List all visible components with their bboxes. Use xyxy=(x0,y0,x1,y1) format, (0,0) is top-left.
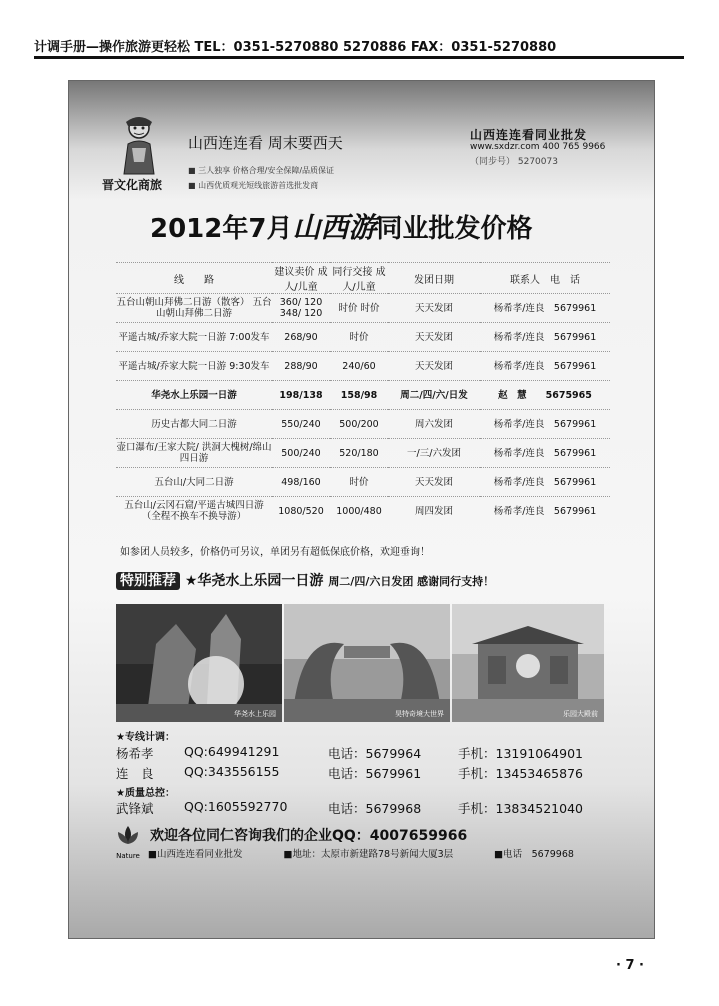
contact-name: 杨希孝 xyxy=(116,746,154,761)
contact-cell: 杨希孝/连良 5679961 xyxy=(480,294,610,323)
photo-caption: 华尧水上乐园 xyxy=(234,710,276,718)
contact-cell: 杨希孝/连良 5679961 xyxy=(480,439,610,468)
peer-price-cell: 1000/480 xyxy=(330,497,388,526)
table-row xyxy=(116,497,610,526)
price-cell: 500/240 xyxy=(272,439,330,468)
contact-cell: 杨希孝/连良 5679961 xyxy=(480,323,610,352)
date-cell: 天天发团 xyxy=(388,352,480,381)
pricing-note: 如参团人员较多，价格仍可另议，单团另有超低保底价格，欢迎垂询！ xyxy=(120,547,430,558)
route-cell: 历史古都大同二日游 xyxy=(116,410,272,439)
date-cell: 周二/四/六/日发 xyxy=(388,381,480,410)
column-header: 线 路 xyxy=(116,263,272,294)
slogan: 山西连连看 周末要西天 xyxy=(188,134,343,152)
company-phone: （同步号） 5270073 xyxy=(470,157,558,167)
route-cell: 五台山/大同二日游 xyxy=(116,468,272,497)
table-row xyxy=(116,323,610,352)
header-bullet: ■ 山西优质观光短线旅游首选批发商 xyxy=(188,181,319,190)
price-cell: 498/160 xyxy=(272,468,330,497)
table-row-highlighted xyxy=(116,381,610,410)
lotus-logo-icon xyxy=(114,822,142,862)
footer-welcome: 欢迎各位同仁咨询我们的企业QQ：4007659966 xyxy=(150,828,468,844)
date-cell: 天天发团 xyxy=(388,323,480,352)
company-website: www.sxdzr.com 400 765 9966 xyxy=(470,142,606,152)
section-title: ★专线计调： xyxy=(116,732,175,743)
peer-price-cell: 158/98 xyxy=(330,381,388,410)
footer-info xyxy=(148,846,612,860)
theme-park-photo xyxy=(284,604,450,722)
title-brand: 山西游 xyxy=(292,211,377,244)
date-cell: 周四发团 xyxy=(388,497,480,526)
temple-gate-photo xyxy=(452,604,604,722)
date-cell: 天天发团 xyxy=(388,468,480,497)
company-name: 山西连连看同业批发 xyxy=(470,128,588,142)
date-cell: 天天发团 xyxy=(388,294,480,323)
price-cell: 288/90 xyxy=(272,352,330,381)
contact-tel: 电话：5679964 xyxy=(328,746,422,761)
photo-caption: 昊特奇境大世界 xyxy=(395,710,444,718)
column-header: 联系人 电 话 xyxy=(480,263,610,294)
route-cell: 平遥古城/乔家大院一日游 9:30发车 xyxy=(116,352,272,381)
column-header: 建议卖价 成人/儿童 xyxy=(272,263,330,294)
contact-qq: QQ:649941291 xyxy=(184,744,280,759)
date-cell: 周六发团 xyxy=(388,410,480,439)
footer-address: ■地址：太原市新建路78号新闻大厦3层 xyxy=(283,849,454,860)
peer-price-cell: 时价 xyxy=(330,323,388,352)
contact-qq: QQ:343556155 xyxy=(184,764,280,779)
peer-price-cell: 时价 时价 xyxy=(330,294,388,323)
route-cell: 平遥古城/乔家大院一日游 7:00发车 xyxy=(116,323,272,352)
footer-phone: ■电话 5679968 xyxy=(494,849,574,860)
water-park-photo xyxy=(116,604,282,722)
table-row xyxy=(116,468,610,497)
title-prefix: 2012年7月 xyxy=(150,214,293,244)
price-cell: 550/240 xyxy=(272,410,330,439)
contact-name: 连 良 xyxy=(116,766,154,781)
logo-text: 晋文化商旅 xyxy=(102,178,163,192)
contact-qq: QQ:1605592770 xyxy=(184,799,288,814)
table-row xyxy=(116,294,610,323)
special-text: ★华尧水上乐园一日游 xyxy=(184,573,324,589)
contact-cell: 杨希孝/连良 5679961 xyxy=(480,352,610,381)
page-number: · 7 · xyxy=(616,958,644,973)
price-cell: 268/90 xyxy=(272,323,330,352)
contact-cell: 赵 慧 5675965 xyxy=(480,381,610,410)
peer-price-cell: 520/180 xyxy=(330,439,388,468)
mascot-logo-icon xyxy=(116,112,162,176)
page-header-bar: 计调手册—操作旅游更轻松 TEL：0351-5270880 5270886 FAX：0351-5270880 xyxy=(34,36,684,59)
route-cell: 五台山朝山拜佛二日游（散客） 五台山朝山拜佛二日游 xyxy=(116,294,272,323)
contact-cell: 杨希孝/连良 5679961 xyxy=(480,468,610,497)
page-title xyxy=(150,206,600,246)
column-header: 同行交接 成人/儿童 xyxy=(330,263,388,294)
contact-name: 武锋斌 xyxy=(116,801,154,816)
column-header: 发团日期 xyxy=(388,263,480,294)
peer-price-cell: 时价 xyxy=(330,468,388,497)
header-bullet: ■ 三人独享 价格合理/安全保障/品质保证 xyxy=(188,166,335,175)
table-header-row xyxy=(116,263,610,294)
route-cell: 壶口瀑布/王家大院/ 洪洞大槐树/绵山四日游 xyxy=(116,439,272,468)
peer-price-cell: 500/200 xyxy=(330,410,388,439)
route-cell: 华尧水上乐园一日游 xyxy=(116,381,272,410)
contact-mobile: 手机：13191064901 xyxy=(458,746,583,761)
advert-header xyxy=(96,100,631,200)
contact-mobile: 手机：13834521040 xyxy=(458,801,583,816)
price-cell: 360/ 120 348/ 120 xyxy=(272,294,330,323)
table-row xyxy=(116,410,610,439)
contact-tel: 电话：5679961 xyxy=(328,766,422,781)
contact-tel: 电话：5679968 xyxy=(328,801,422,816)
special-suffix: 周二/四/六日发团 感谢同行支持！ xyxy=(328,575,495,588)
contact-cell: 杨希孝/连良 5679961 xyxy=(480,410,610,439)
special-recommendation xyxy=(116,570,494,590)
contact-cell: 杨希孝/连良 5679961 xyxy=(480,497,610,526)
contact-mobile: 手机：13453465876 xyxy=(458,766,583,781)
price-cell: 198/138 xyxy=(272,381,330,410)
special-tag: 特别推荐 xyxy=(116,572,180,590)
section-title: ★质量总控： xyxy=(116,788,175,799)
title-suffix: 同业批发价格 xyxy=(376,214,533,244)
price-table xyxy=(116,262,610,525)
peer-price-cell: 240/60 xyxy=(330,352,388,381)
table-row xyxy=(116,352,610,381)
price-cell: 1080/520 xyxy=(272,497,330,526)
photo-caption: 乐园大殿前 xyxy=(563,710,598,718)
date-cell: 一/三/六发团 xyxy=(388,439,480,468)
footer-company: ■山西连连看同业批发 xyxy=(148,849,243,860)
route-cell: 五台山/云冈石窟/平遥古城四日游 （全程不换车不换导游） xyxy=(116,497,272,526)
logo-label: Nature xyxy=(116,852,140,860)
table-row xyxy=(116,439,610,468)
